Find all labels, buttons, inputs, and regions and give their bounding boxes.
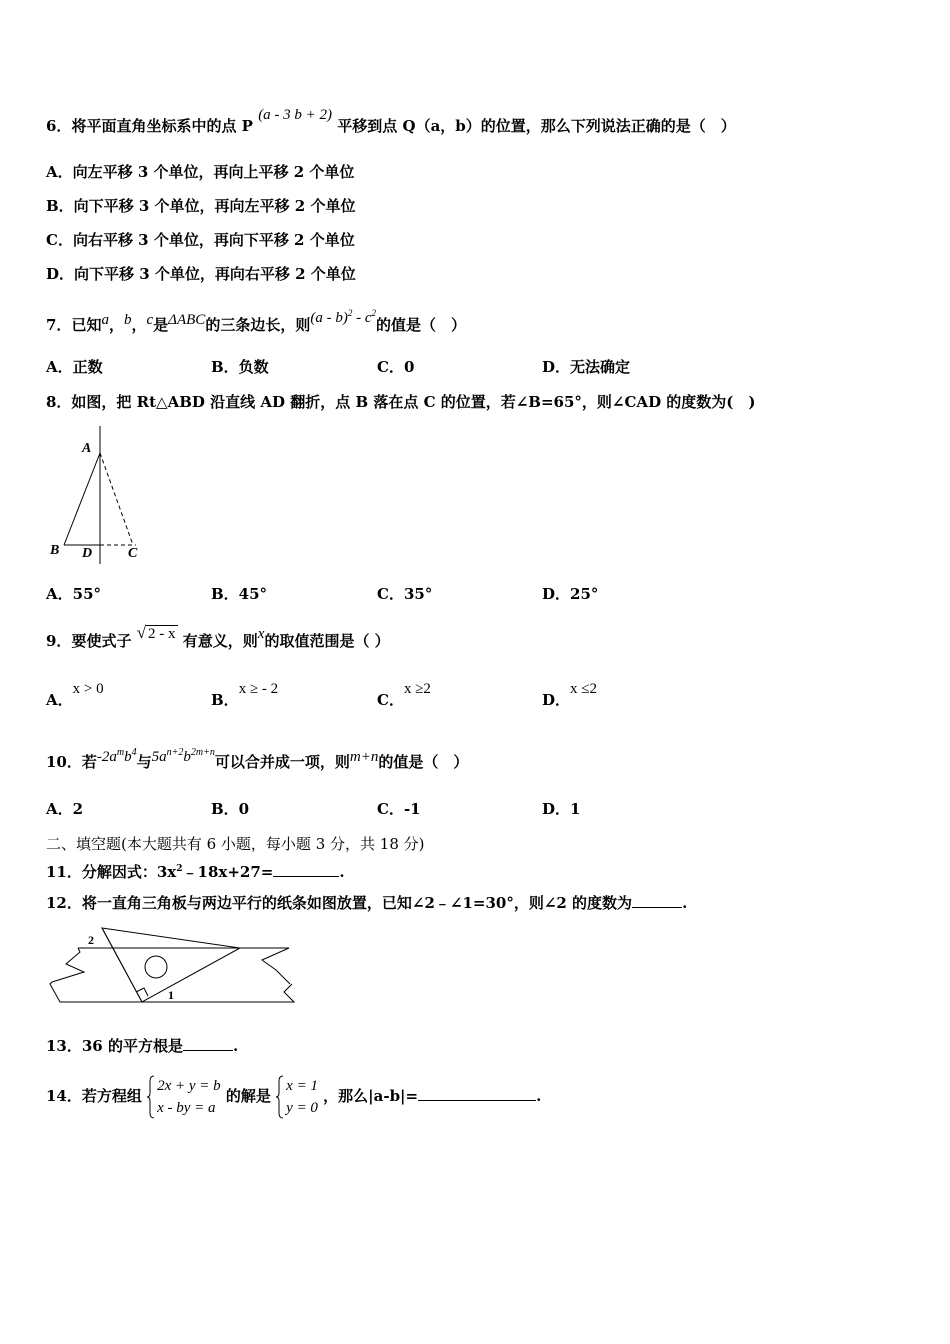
q6-option-c: C．向右平移 3 个单位，再向下平移 2 个单位 bbox=[46, 231, 355, 249]
q7-option-b: B．负数 bbox=[211, 358, 269, 376]
q8-label-b: B bbox=[50, 543, 60, 558]
q11-stem: 11．分解因式：$3x^2﹣18x+27=$ . bbox=[46, 863, 345, 881]
q6-stem: 6．将平面直角坐标系中的点 P (a - 3 b + 2) 平移到点 Q（a，b）的位置，那么下列说法正确的是（ ） bbox=[46, 107, 736, 135]
q12-answer-blank[interactable] bbox=[632, 893, 682, 908]
q6-option-d: D．向下平移 3 个单位，再向右平移 2 个单位 bbox=[46, 265, 356, 283]
q6-point-expr: (a - 3 b + 2) bbox=[258, 107, 333, 123]
q8-stem: 8．如图，把 Rt△ABD 沿直线 AD 翻折，点 B 落在点 C 的位置，若∠B=65°，则∠CAD 的度数为( ) bbox=[46, 393, 756, 411]
q8-option-c: C．35° bbox=[377, 585, 433, 603]
q13-stem: 13．36 的平方根是 . bbox=[46, 1037, 239, 1055]
q9-option-a: A．x > 0 bbox=[46, 681, 104, 709]
q10-term1: $-2a^mb^4$ bbox=[96, 747, 137, 765]
q8-label-d: D bbox=[82, 546, 93, 561]
q9-option-b: B．x ≥ - 2 bbox=[211, 681, 279, 709]
q11-answer-blank[interactable] bbox=[273, 862, 339, 877]
q10-option-b: B．0 bbox=[211, 800, 250, 818]
q9-radical: √ 2 - x bbox=[136, 623, 176, 642]
q8-option-b: B．45° bbox=[211, 585, 268, 603]
q12-angle-2-label: 2 bbox=[88, 933, 94, 947]
q10-option-d: D．1 bbox=[542, 800, 581, 818]
q12-paper-strip-figure bbox=[44, 922, 306, 1012]
q10-stem: 10．若$-2a^mb^4$与$5a^{n+2}b^{2m+n}$可以合并成一项，则m+n的值是（ ） bbox=[46, 747, 469, 771]
q7-option-c: C．0 bbox=[377, 358, 415, 376]
q14-equation-system: 2x + y = b x - by = a bbox=[147, 1075, 221, 1119]
q8-label-c: C bbox=[128, 546, 138, 561]
q14-stem: 14．若方程组 2x + y = b x - by = a 的解是 x = 1 y = 0 ，那么|a-b|= . bbox=[46, 1068, 541, 1124]
q7-stem: 7．已知a，b，c是ΔABC的三条边长，则$(a - b)^2 - c^2$的值是（ ） bbox=[46, 308, 466, 334]
q8-option-d: D．25° bbox=[542, 585, 599, 603]
q9-stem: 9．要使式子 √ 2 - x 有意义，则x的取值范围是（ ） bbox=[46, 623, 390, 650]
q9-option-c: C．x ≥2 bbox=[377, 681, 431, 709]
q10-term2: $5a^{n+2}b^{2m+n}$ bbox=[151, 747, 215, 765]
q12-stem: 12．将一直角三角板与两边平行的纸条如图放置，已知∠2﹣∠1=30°，则∠2 的度数为 . bbox=[46, 894, 688, 912]
q13-answer-blank[interactable] bbox=[183, 1036, 233, 1051]
q8-triangle-figure bbox=[44, 424, 154, 566]
q10-option-c: C．-1 bbox=[377, 800, 421, 818]
q6-option-a: A．向左平移 3 个单位，再向上平移 2 个单位 bbox=[46, 163, 355, 181]
q8-option-a: A．55° bbox=[46, 585, 102, 603]
q14-answer-blank[interactable] bbox=[418, 1086, 536, 1101]
q7-option-a: A．正数 bbox=[46, 358, 103, 376]
q14-solution-system: x = 1 y = 0 bbox=[276, 1075, 318, 1119]
q8-label-a: A bbox=[82, 441, 92, 456]
q9-option-d: D．x ≤2 bbox=[542, 681, 597, 709]
q7-expression: $(a - b)^2 - c^2$ bbox=[310, 308, 376, 326]
section-heading: 二、填空题(本大题共有 6 小题，每小题 3 分，共 18 分) bbox=[46, 835, 425, 853]
q12-angle-1-label: 1 bbox=[168, 988, 174, 1002]
q6-option-b: B．向下平移 3 个单位，再向左平移 2 个单位 bbox=[46, 197, 356, 215]
q7-option-d: D．无法确定 bbox=[542, 358, 631, 376]
q10-option-a: A．2 bbox=[46, 800, 84, 818]
